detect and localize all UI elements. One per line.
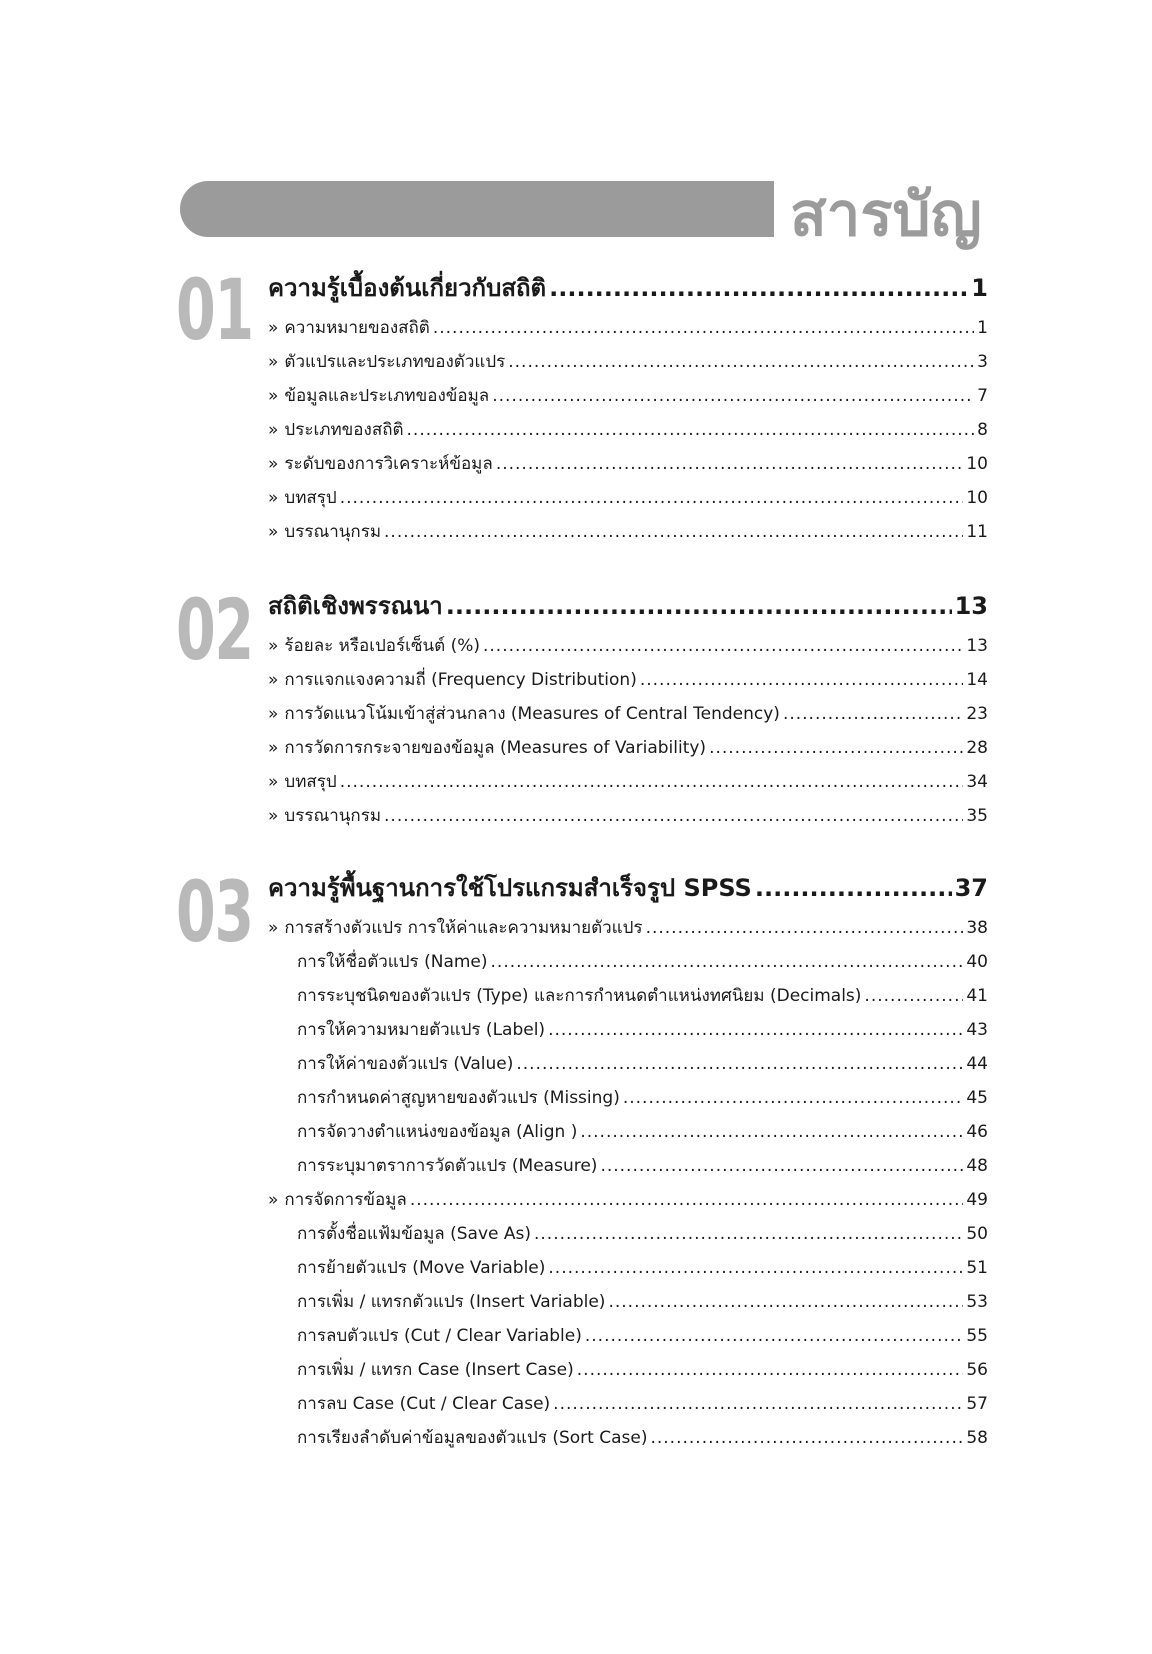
dot-leader [534, 1218, 963, 1250]
toc-subitem[interactable] [297, 1150, 988, 1182]
toc-item[interactable] [268, 698, 988, 730]
toc-item-page: 41 [966, 986, 988, 1006]
bullet: » [268, 806, 279, 826]
toc-item-page: 3 [977, 352, 988, 372]
header-bar [180, 181, 774, 237]
toc-item-label: บทสรุป [284, 772, 337, 792]
toc-item-label: การลบตัวแปร (Cut / Clear Variable) [297, 1326, 582, 1346]
bullet: » [268, 522, 279, 542]
toc-subitem[interactable] [297, 1116, 988, 1148]
toc-item-label: ประเภทของสถิติ [284, 420, 404, 440]
toc-item-page: 34 [966, 772, 988, 792]
toc-item-label: การแจกแจงความถี่ (Frequency Distribution) [284, 670, 637, 690]
chapter-title: ความรู้เบื้องต้นเกี่ยวกับสถิติ [268, 274, 547, 302]
dot-leader [623, 1082, 964, 1114]
dot-leader [433, 312, 974, 344]
toc-subitem[interactable] [297, 1354, 988, 1386]
page-title: สารบัญ [790, 180, 982, 250]
bullet: » [268, 636, 279, 656]
toc-item-page: 10 [966, 454, 988, 474]
toc-item-label: การวัดการกระจายของข้อมูล (Measures of Variability) [284, 738, 707, 758]
toc-item-page: 40 [966, 952, 988, 972]
dot-leader [585, 1320, 964, 1352]
toc-subitem[interactable] [297, 1320, 988, 1352]
toc-item-page: 44 [966, 1054, 988, 1074]
toc-subitem[interactable] [297, 1252, 988, 1284]
toc-item[interactable] [268, 516, 988, 548]
dot-leader [549, 268, 968, 308]
dot-leader [410, 1184, 964, 1216]
toc-item-label: ตัวแปรและประเภทของตัวแปร [284, 352, 506, 372]
chapter-title-row-01[interactable] [268, 268, 988, 308]
toc-item-label: การให้ค่าของตัวแปร (Value) [297, 1054, 514, 1074]
toc-item-page: 8 [977, 420, 988, 440]
dot-leader [709, 732, 963, 764]
dot-leader [446, 586, 952, 626]
bullet: » [268, 352, 279, 372]
toc-item-label: การให้ความหมายตัวแปร (Label) [297, 1020, 546, 1040]
toc-item-page: 57 [966, 1394, 988, 1414]
chapter-title-row-02[interactable] [268, 586, 988, 626]
toc-item[interactable] [268, 482, 988, 514]
dot-leader [755, 868, 952, 908]
toc-item[interactable] [268, 346, 988, 378]
dot-leader [384, 516, 963, 548]
toc-item-page: 38 [966, 918, 988, 938]
toc-item-label: บรรณานุกรม [284, 806, 382, 826]
toc-item-page: 56 [966, 1360, 988, 1380]
chapter-title-row-03[interactable] [268, 868, 988, 908]
toc-item-page: 51 [966, 1258, 988, 1278]
toc-item-page: 53 [966, 1292, 988, 1312]
toc-item-label: การกำหนดค่าสูญหายของตัวแปร (Missing) [297, 1088, 620, 1108]
chapter-title: ความรู้พื้นฐานการใช้โปรแกรมสำเร็จรูป SPSS [268, 874, 752, 902]
toc-item-label: การจัดการข้อมูล [284, 1190, 407, 1210]
dot-leader [650, 1422, 963, 1454]
toc-item-label: การวัดแนวโน้มเข้าสู่ส่วนกลาง (Measures of Central Tendency) [284, 704, 780, 724]
toc-subitem[interactable] [297, 1082, 988, 1114]
toc-subitem[interactable] [297, 1388, 988, 1420]
bullet: » [268, 386, 279, 406]
toc-item-label: การย้ายตัวแปร (Move Variable) [297, 1258, 546, 1278]
toc-subitem[interactable] [297, 1014, 988, 1046]
bullet: » [268, 420, 279, 440]
toc-item-page: 1 [977, 318, 988, 338]
toc-item-page: 13 [966, 636, 988, 656]
toc-item-label: การเพิ่ม / แทรกตัวแปร (Insert Variable) [297, 1292, 606, 1312]
toc-item[interactable] [268, 732, 988, 764]
toc-item[interactable] [268, 664, 988, 696]
dot-leader [600, 1150, 963, 1182]
chapter-page: 37 [954, 874, 988, 902]
toc-item[interactable] [268, 414, 988, 446]
bullet: » [268, 738, 279, 758]
toc-item-label: การจัดวางตำแหน่งของข้อมูล (Align ) [297, 1122, 578, 1142]
bullet: » [268, 704, 279, 724]
dot-leader [496, 448, 964, 480]
toc-item-page: 10 [966, 488, 988, 508]
toc-item-page: 45 [966, 1088, 988, 1108]
toc-subitem[interactable] [297, 946, 988, 978]
bullet: » [268, 772, 279, 792]
bullet: » [268, 918, 279, 938]
dot-leader [491, 946, 964, 978]
chapter-page: 13 [954, 592, 988, 620]
toc-item-page: 46 [966, 1122, 988, 1142]
bullet: » [268, 454, 279, 474]
chapter-number-01: 01 [176, 261, 253, 359]
toc-item-label: ความหมายของสถิติ [284, 318, 430, 338]
toc-item-label: การสร้างตัวแปร การให้ค่าและความหมายตัวแปร [284, 918, 643, 938]
toc-item-page: 28 [966, 738, 988, 758]
toc-item-label: การลบ Case (Cut / Clear Case) [297, 1394, 551, 1414]
dot-leader [384, 800, 963, 832]
toc-item-label: บทสรุป [284, 488, 337, 508]
toc-item-page: 49 [966, 1190, 988, 1210]
toc-item-label: การเรียงลำดับค่าข้อมูลของตัวแปร (Sort Case) [297, 1428, 648, 1448]
toc-item-page: 11 [966, 522, 988, 542]
dot-leader [646, 912, 964, 944]
chapter-number-03: 03 [176, 863, 253, 961]
toc-item-page: 23 [966, 704, 988, 724]
toc-item-page: 50 [966, 1224, 988, 1244]
toc-item-page: 48 [966, 1156, 988, 1176]
bullet: » [268, 1190, 279, 1210]
dot-leader [516, 1048, 963, 1080]
toc-item[interactable] [268, 630, 988, 662]
toc-item[interactable] [268, 800, 988, 832]
toc-item[interactable] [268, 1184, 988, 1216]
dot-leader [492, 380, 974, 412]
toc-subitem[interactable] [297, 1048, 988, 1080]
dot-leader [580, 1116, 963, 1148]
dot-leader [548, 1014, 963, 1046]
dot-leader [577, 1354, 964, 1386]
toc-item-page: 43 [966, 1020, 988, 1040]
dot-leader [640, 664, 964, 696]
chapter-page: 1 [971, 274, 988, 302]
toc-subitem[interactable] [297, 1422, 988, 1454]
bullet: » [268, 670, 279, 690]
dot-leader [783, 698, 963, 730]
toc-item-label: ระดับของการวิเคราะห์ข้อมูล [284, 454, 493, 474]
bullet: » [268, 488, 279, 508]
toc-item-page: 7 [977, 386, 988, 406]
toc-item-label: ร้อยละ หรือเปอร์เซ็นต์ (%) [284, 636, 480, 656]
toc-item-label: ข้อมูลและประเภทของข้อมูล [284, 386, 490, 406]
toc-item-page: 58 [966, 1428, 988, 1448]
toc-item-label: การเพิ่ม / แทรก Case (Insert Case) [297, 1360, 574, 1380]
toc-item[interactable] [268, 380, 988, 412]
chapter-number-02: 02 [176, 581, 253, 679]
toc-item[interactable] [268, 766, 988, 798]
dot-leader [340, 482, 964, 514]
toc-item[interactable] [268, 912, 988, 944]
toc-item-label: การตั้งชื่อแฟ้มข้อมูล (Save As) [297, 1224, 531, 1244]
dot-leader [553, 1388, 963, 1420]
toc-item-page: 14 [966, 670, 988, 690]
toc-item-label: การระบุชนิดของตัวแปร (Type) และการกำหนดตำแหน่งทศนิยม (Decimals) [297, 986, 862, 1006]
toc-item[interactable] [268, 312, 988, 344]
toc-subitem[interactable] [297, 980, 988, 1012]
toc-item-label: บรรณานุกรม [284, 522, 382, 542]
bullet: » [268, 318, 279, 338]
toc-item-label: การให้ชื่อตัวแปร (Name) [297, 952, 488, 972]
toc-subitem[interactable] [297, 1286, 988, 1318]
dot-leader [608, 1286, 963, 1318]
dot-leader [407, 414, 975, 446]
toc-subitem[interactable] [297, 1218, 988, 1250]
toc-item-label: การระบุมาตราการวัดตัวแปร (Measure) [297, 1156, 598, 1176]
dot-leader [340, 766, 964, 798]
dot-leader [483, 630, 963, 662]
chapter-title: สถิติเชิงพรรณนา [268, 592, 443, 620]
dot-leader [508, 346, 974, 378]
toc-item-page: 55 [966, 1326, 988, 1346]
dot-leader [864, 980, 963, 1012]
toc-item-page: 35 [966, 806, 988, 826]
toc-item[interactable] [268, 448, 988, 480]
dot-leader [548, 1252, 963, 1284]
